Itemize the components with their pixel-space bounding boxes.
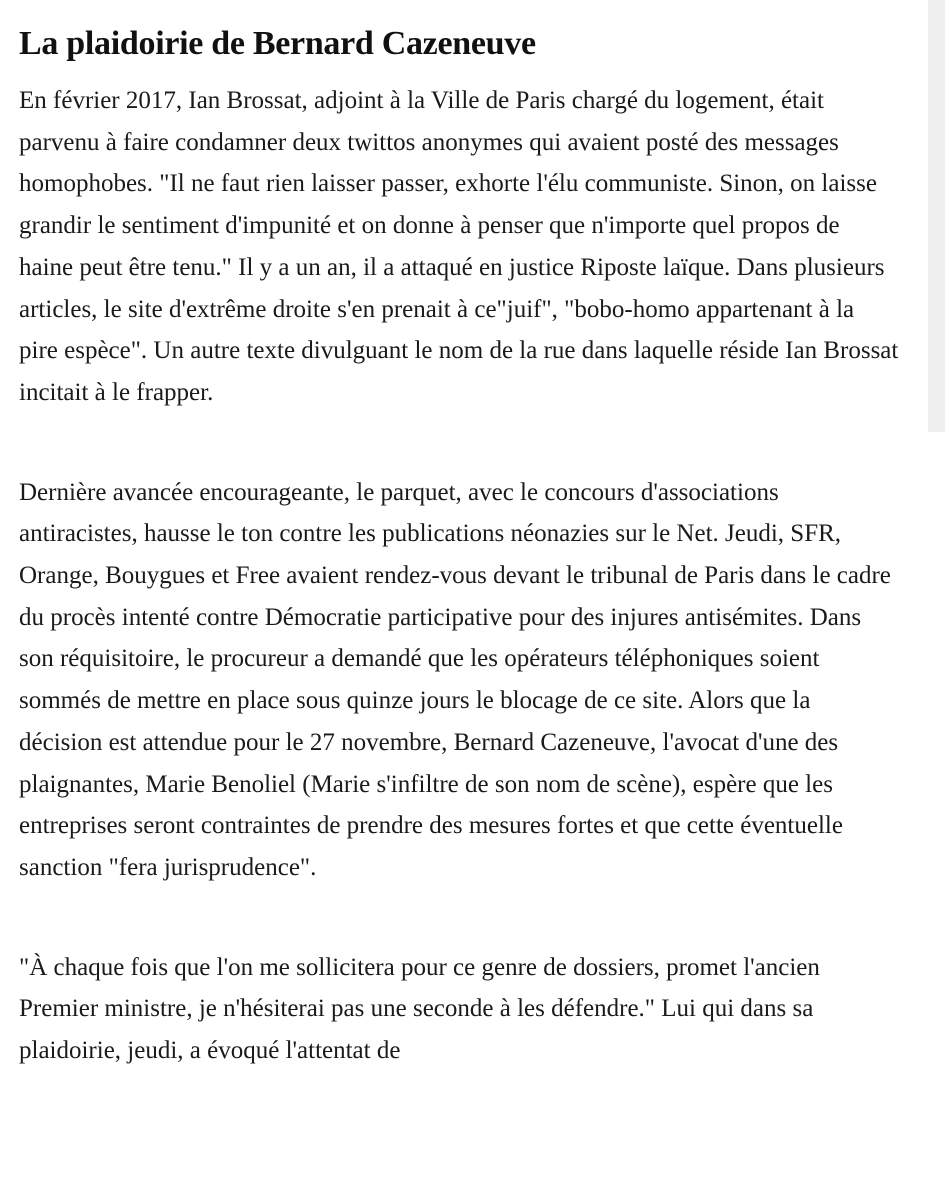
scrollbar[interactable] [925, 0, 945, 1200]
article-paragraph: "À chaque fois que l'on me sollicitera pour ce genre de dossiers, promet l'ancien Premier ministre, je n'hésiterai pas une seconde à les défendre." Lui qui dans sa plaidoirie, jeudi, a évoqué l'attentat de [19, 953, 820, 1065]
article-paragraph: En février 2017, Ian Brossat, adjoint à la Ville de Paris chargé du logement, était parvenu à faire condamner deux twittos anonymes qui avaient posté des messages homophobes. "Il ne faut rien laisser passer, exhorte l'élu communiste. Sinon, on laisse grandir le sentiment d'impunité et on donne à penser que n'importe quel propos de haine peut être tenu." Il y a un an, il a attaqué en justice Riposte laïque. Dans plusieurs articles, le site d'extrême droite s'en prenait à ce"juif", "bobo-homo appartenant à la pire espèce". Un autre texte divulguant le nom de la rue dans laquelle réside Ian Brossat incitait à le frapper. [19, 87, 899, 406]
section-heading: La plaidoirie de Bernard Cazeneuve [19, 25, 536, 62]
article-paragraph: Dernière avancée encourageante, le parquet, avec le concours d'associations antiracistes, hausse le ton contre les publications néonazies sur le Net. Jeudi, SFR, Orange, Bouygues et Free avaient rendez-vous devant le tribunal de Paris dans le cadre du procès intenté contre Démocratie participative pour des injures antisémites. Dans son réquisitoire, le procureur a demandé que les opérateurs téléphoniques soient sommés de mettre en place sous quinze jours le blocage de ce site. Alors que la décision est attendue pour le 27 novembre, Bernard Cazeneuve, l'avocat d'une des plaignantes, Marie Benoliel (Marie s'infiltre de son nom de scène), espère que les entreprises seront contraintes de prendre des mesures fortes et que cette éventuelle sanction "fera jurisprudence". [19, 478, 891, 881]
article-body [19, 22, 899, 1130]
scrollbar-thumb[interactable] [928, 0, 945, 432]
